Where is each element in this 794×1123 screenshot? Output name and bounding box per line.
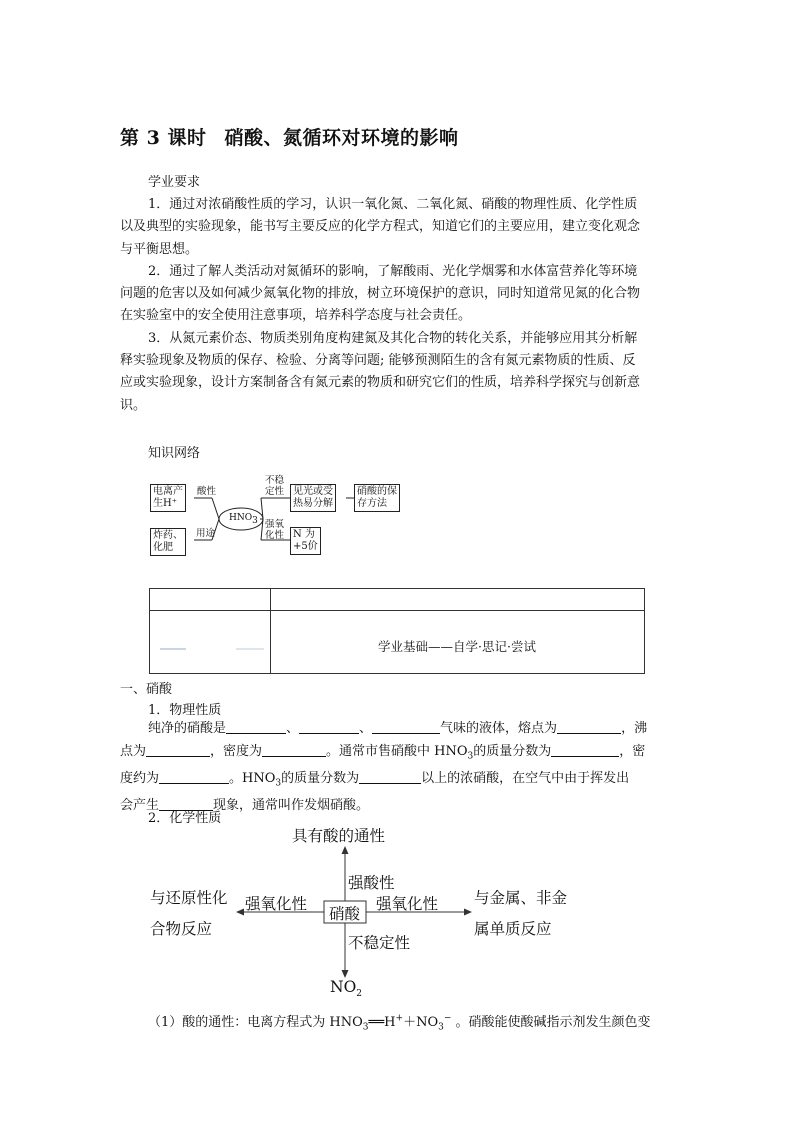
blank-field: [226, 719, 286, 734]
physical-properties-paragraph: 纯净的硝酸是 、 、 气味的液体，熔点为 ，沸 点为 ，密度为 。通常市售硝酸中 $HNO_3$的质量分数为 ，密 度约为 。$HNO_3$的质量分数为 以上的浓硝酸，在空气中由于挥发出 会产生 现象，通常叫作发烟硝酸。: [120, 721, 648, 813]
node-acid-general: 具有酸的通性: [292, 827, 386, 845]
blank-field: [359, 769, 421, 784]
box-decompose: 见光或受 热易分解: [290, 484, 336, 512]
blank-field: [557, 719, 621, 734]
requirements-list: [120, 194, 676, 417]
node-reducing-2: 合物反应: [150, 920, 213, 938]
label-oxidizing: 强氧 化性: [265, 519, 285, 541]
section-table: [149, 588, 645, 674]
lesson-number: 第 3 课时: [120, 127, 207, 149]
req-2-line-1: 2．通过了解人类活动对氮循环的影响，了解酸雨、光化学烟雾和水体富营养化等环境: [148, 263, 638, 279]
section-heading: 一、硝酸: [120, 682, 173, 697]
blank-field: [146, 742, 210, 757]
box-valence: N 为 +5价: [290, 527, 321, 555]
box-storage: 硝酸的保 存方法: [354, 484, 400, 512]
label-acid: 酸性: [197, 486, 217, 497]
node-reducing-1: 与还原性化: [150, 889, 228, 907]
req-3-line-3: 应或实验现象，设计方案制备含有氮元素的物质和研究它们的性质，培养科学探究与创新意: [120, 375, 641, 391]
page-title: [120, 123, 458, 150]
item-acid-general: （1）酸的通性：电离方程式为 $HNO_3══H^++NO_3^-$ 。硝酸能使酸碱指示剂发生颜色变: [148, 1013, 651, 1033]
label-use: 用途: [196, 528, 216, 539]
faint-mark: [236, 648, 264, 650]
req-3-line-4: 识。: [120, 397, 147, 413]
node-metal-2: 属单质反应: [474, 920, 552, 938]
table-caption: 学业基础——自学·思记·尝试: [378, 639, 536, 654]
node-no2: $NO_2$: [330, 978, 363, 1000]
diagram-arrows: [140, 822, 600, 1002]
req-2-line-2: 问题的危害以及如何减少氮氧化物的排放，树立环境保护的意识，同时知道常见氮的化合物: [120, 286, 641, 302]
knowledge-network-diagram: [148, 476, 418, 556]
blank-field: [159, 769, 229, 784]
blank-field: [299, 719, 359, 734]
node-metal-1: 与金属、非金: [474, 889, 568, 907]
subheading-physical: 1．物理性质: [148, 703, 222, 718]
lesson-title: 硝酸、氮循环对环境的影响: [224, 127, 459, 149]
blank-field: [262, 742, 326, 757]
requirements-heading: 学业要求: [148, 175, 201, 190]
req-1-line-2: 以及典型的实验现象，能书写主要反应的化学方程式，知道它们的主要应用，建立变化观念: [120, 219, 641, 235]
blank-field: [372, 719, 440, 734]
req-1-line-1: 1．通过对浓硝酸性质的学习，认识一氧化氮、二氧化氮、硝酸的物理性质、化学性质: [148, 197, 638, 212]
table-header-rule: [150, 610, 644, 611]
network-heading: 知识网络: [148, 446, 201, 461]
box-use: 炸药、 化肥: [150, 528, 186, 556]
table-column-rule: [270, 589, 271, 673]
box-ionize: 电离产 生H⁺: [150, 484, 186, 512]
label-unstable: 不稳定性: [348, 934, 411, 952]
faint-mark: [160, 648, 186, 650]
chemical-properties-diagram: [140, 822, 600, 1002]
req-1-line-3: 与平衡思想。: [120, 241, 199, 257]
blank-field: [551, 742, 619, 757]
label-oxidizing-right: 强氧化性: [376, 895, 439, 913]
req-3-line-1: 3．从氮元素价态、物质类别角度构建氮及其化合物的转化关系，并能够应用其分析解: [148, 330, 638, 346]
node-nitric-acid: 硝酸: [329, 905, 361, 923]
req-3-line-2: 释实验现象及物质的保存、检验、分离等问题; 能够预测陌生的含有氮元素物质的性质、反: [120, 353, 636, 369]
subheading-chemical: 2．化学性质: [148, 811, 222, 826]
label-oxidizing-left: 强氧化性: [245, 895, 308, 913]
req-2-line-3: 在实验室中的安全使用注意事项，培养科学态度与社会责任。: [120, 308, 472, 324]
label-strong-acid: 强酸性: [348, 874, 395, 892]
network-center: $HNO_3$: [229, 513, 258, 526]
label-unstable: 不稳 定性: [265, 475, 285, 497]
